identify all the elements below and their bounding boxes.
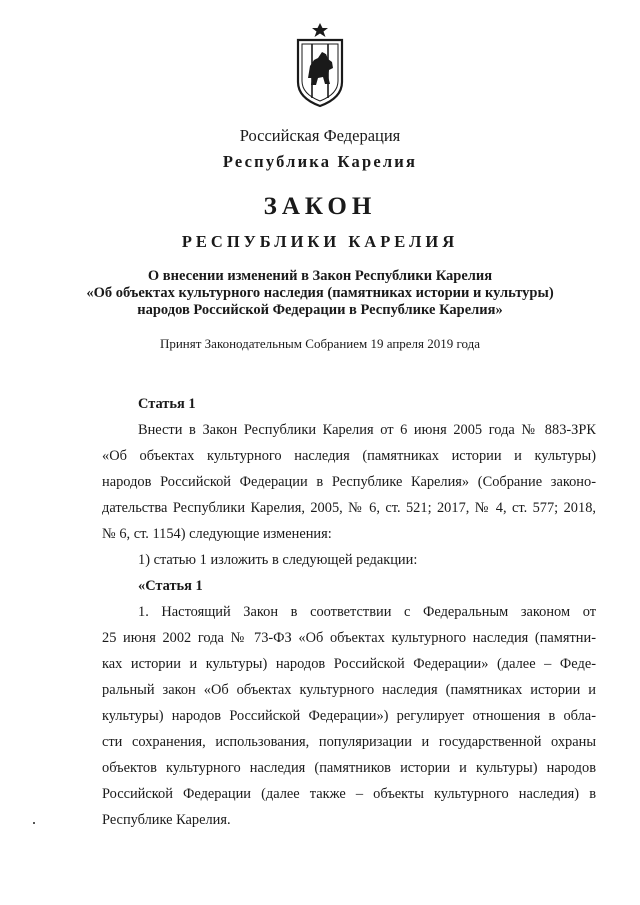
law-title-line: О внесении изменений в Закон Республики Карелия [147,268,493,284]
amendment-item: 1) статью 1 изложить в следующей редакции: [138,552,418,568]
article-text-line: объектов культурного наследия (памятников истории и культуры) народов [102,760,596,776]
adoption-note: Принят Законодательным Собранием 19 апреля 2019 года [159,336,481,351]
article-text-line: № 6, ст. 1154) следующие изменения: [102,526,332,542]
coat-of-arms-emblem [292,22,348,108]
article-text-line: народов Российской Федерации в Республике Карелия» (Собрание законо- [102,474,596,490]
article-text-line: ках истории и культуры) народов Российской Федерации» (далее – Феде- [102,656,596,672]
law-title-line: «Об объектах культурного наследия (памятниках истории и культуры) [86,285,554,301]
article-text-line: Республике Карелия. [102,812,231,828]
article-text-line: Внести в Закон Республики Карелия от 6 июня 2005 года № 883-ЗРК [138,422,596,438]
law-title-line: народов Российской Федерации в Республике Карелия» [137,302,503,318]
article-text-line: «Об объектах культурного наследия (памятниках истории и культуры) [102,448,596,464]
scan-speck [33,822,35,824]
article-heading: Статья 1 [138,396,196,412]
country-name: Российская Федерация [239,126,401,145]
republic-name: Республика Карелия [222,152,418,171]
article-text-line: дательства Республики Карелия, 2005, № 6, ст. 521; 2017, № 4, ст. 577; 2018, [102,500,596,516]
article-text-line: 25 июня 2002 года № 73-ФЗ «Об объектах культурного наследия (памятни- [102,630,596,646]
quoted-article-heading: «Статья 1 [138,578,203,594]
article-text-line: ральный закон «Об объектах культурного наследия (памятниках истории и [102,682,596,698]
article-text-line: Российской Федерации (далее также – объекты культурного наследия) в [102,786,596,802]
law-heading: ЗАКОН [263,193,377,220]
article-text-line: 1. Настоящий Закон в соответствии с Федеральным законом от [138,604,596,620]
article-text-line: культуры) народов Российской Федерации») регулирует отношения в обла- [102,708,596,724]
article-text-line: сти сохранения, использования, популяризации и государственной охраны [102,734,596,750]
law-subheading: РЕСПУБЛИКИ КАРЕЛИЯ [181,232,459,251]
